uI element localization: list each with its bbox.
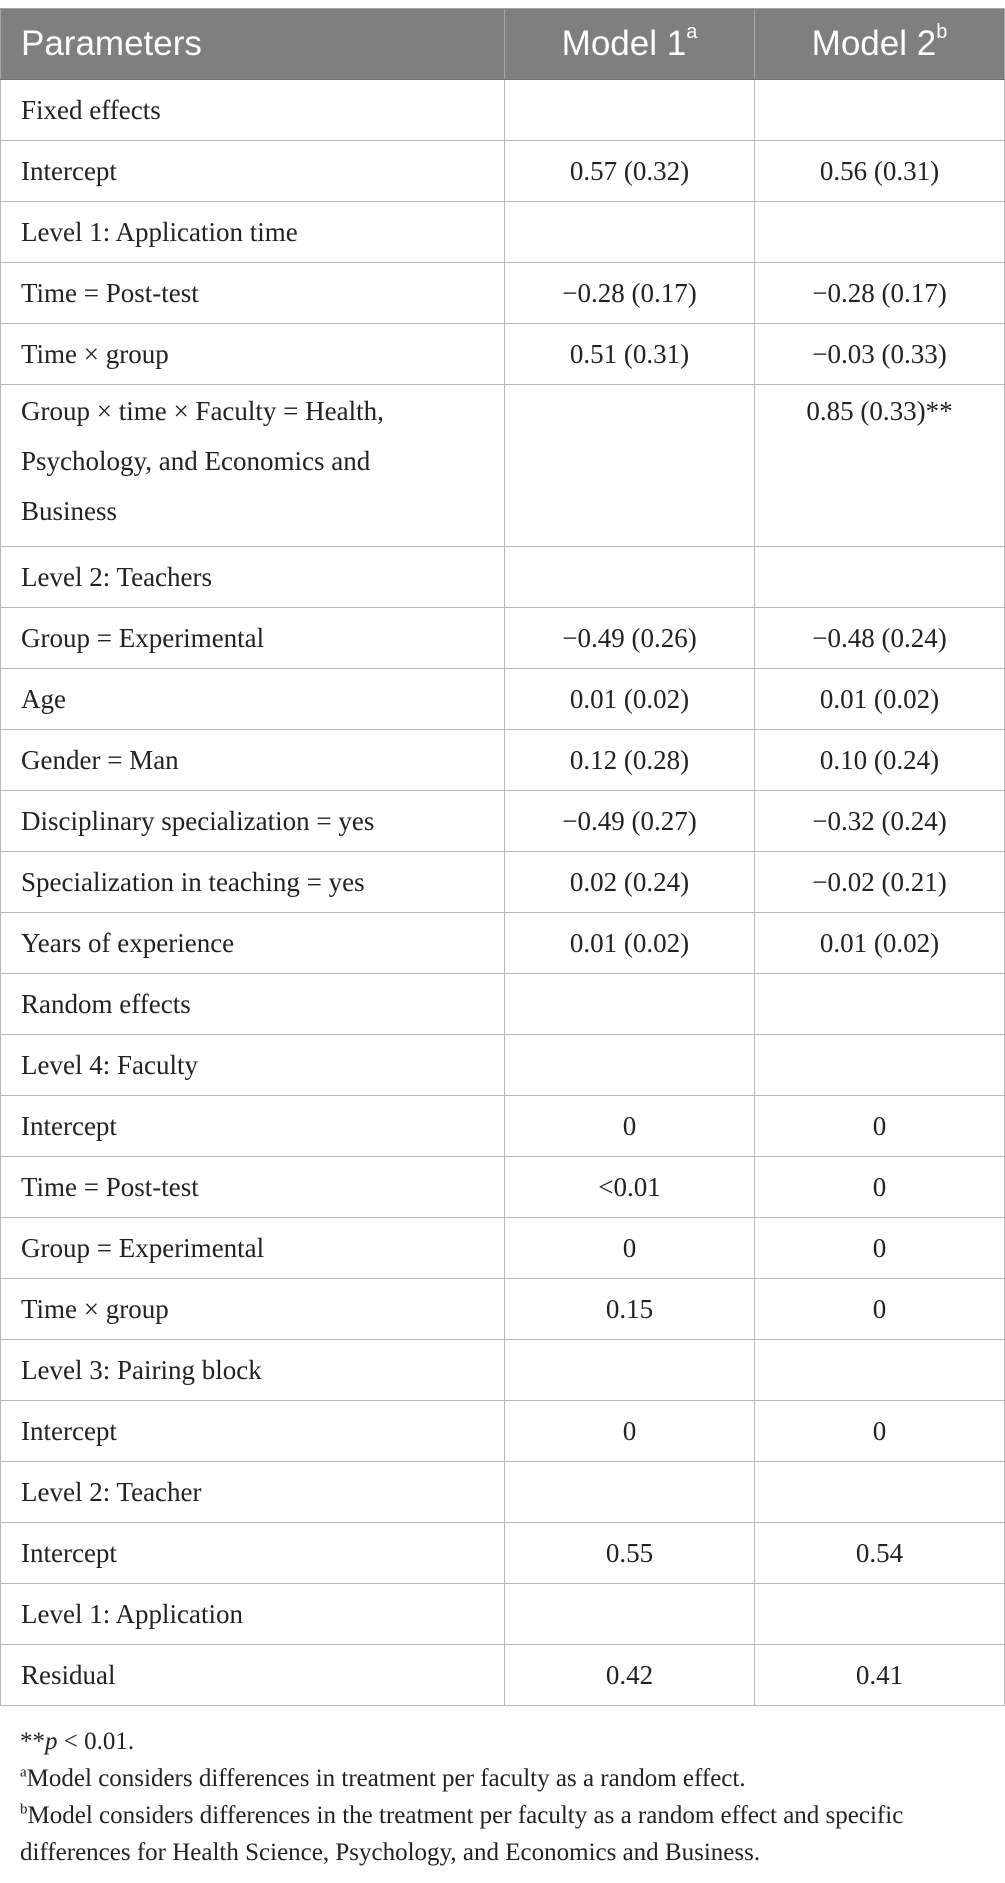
header-model-2-label: Model 2 bbox=[811, 24, 937, 63]
model-1-value: −0.49 (0.27) bbox=[505, 791, 755, 852]
table-body bbox=[1, 80, 1005, 1706]
header-model-1 bbox=[505, 9, 755, 80]
model-1-value bbox=[505, 80, 755, 141]
results-table-container bbox=[0, 8, 1005, 1706]
parameter-cell: Intercept bbox=[1, 1401, 505, 1462]
parameter-cell: Level 1: Application time bbox=[1, 202, 505, 263]
model-2-value: 0 bbox=[755, 1401, 1005, 1462]
section-row bbox=[1, 1340, 1005, 1401]
parameter-cell: Disciplinary specialization = yes bbox=[1, 791, 505, 852]
header-parameters bbox=[1, 9, 505, 80]
table-row bbox=[1, 669, 1005, 730]
table-row bbox=[1, 730, 1005, 791]
model-2-value: 0.41 bbox=[755, 1645, 1005, 1706]
section-row bbox=[1, 1584, 1005, 1645]
table-row bbox=[1, 263, 1005, 324]
model-1-value: <0.01 bbox=[505, 1157, 755, 1218]
model-1-value bbox=[505, 202, 755, 263]
table-row bbox=[1, 852, 1005, 913]
footnote-a-mark: a bbox=[20, 1764, 27, 1781]
model-1-value: 0.01 (0.02) bbox=[505, 669, 755, 730]
model-1-value: 0.57 (0.32) bbox=[505, 141, 755, 202]
model-1-value bbox=[505, 1035, 755, 1096]
model-2-value: −0.02 (0.21) bbox=[755, 852, 1005, 913]
significance-threshold: < 0.01. bbox=[57, 1728, 135, 1755]
table-row bbox=[1, 1401, 1005, 1462]
model-1-value bbox=[505, 385, 755, 547]
model-1-value: −0.49 (0.26) bbox=[505, 608, 755, 669]
table-row bbox=[1, 913, 1005, 974]
header-parameters-label: Parameters bbox=[21, 24, 202, 63]
model-1-value: 0.02 (0.24) bbox=[505, 852, 755, 913]
parameter-cell: Level 4: Faculty bbox=[1, 1035, 505, 1096]
parameter-cell: Years of experience bbox=[1, 913, 505, 974]
table-row bbox=[1, 1645, 1005, 1706]
model-2-value bbox=[755, 80, 1005, 141]
parameter-cell: Time × group bbox=[1, 1279, 505, 1340]
model-2-value bbox=[755, 547, 1005, 608]
footnote-b-mark: b bbox=[20, 1801, 28, 1818]
model-1-value bbox=[505, 1584, 755, 1645]
parameter-cell: Random effects bbox=[1, 974, 505, 1035]
model-1-value: 0.51 (0.31) bbox=[505, 324, 755, 385]
header-row bbox=[1, 9, 1005, 80]
significance-p: p bbox=[45, 1728, 58, 1755]
section-row bbox=[1, 547, 1005, 608]
table-row bbox=[1, 324, 1005, 385]
model-1-value: 0.42 bbox=[505, 1645, 755, 1706]
model-1-value bbox=[505, 974, 755, 1035]
model-1-value: 0 bbox=[505, 1096, 755, 1157]
model-2-value: −0.32 (0.24) bbox=[755, 791, 1005, 852]
model-2-value: −0.03 (0.33) bbox=[755, 324, 1005, 385]
parameter-cell: Intercept bbox=[1, 1523, 505, 1584]
table-footnotes bbox=[20, 1723, 990, 1871]
section-row bbox=[1, 1035, 1005, 1096]
model-1-value: 0 bbox=[505, 1401, 755, 1462]
model-2-value: 0.54 bbox=[755, 1523, 1005, 1584]
model-2-value: 0 bbox=[755, 1157, 1005, 1218]
model-2-value: −0.28 (0.17) bbox=[755, 263, 1005, 324]
parameter-cell: Time = Post-test bbox=[1, 1157, 505, 1218]
table-row bbox=[1, 1462, 1005, 1523]
table-row bbox=[1, 1523, 1005, 1584]
model-2-value: 0.01 (0.02) bbox=[755, 913, 1005, 974]
table-row bbox=[1, 1157, 1005, 1218]
model-2-value bbox=[755, 202, 1005, 263]
header-model-2 bbox=[755, 9, 1005, 80]
table-row bbox=[1, 385, 1005, 547]
section-row bbox=[1, 974, 1005, 1035]
model-1-value: 0.01 (0.02) bbox=[505, 913, 755, 974]
parameter-cell: Level 1: Application bbox=[1, 1584, 505, 1645]
parameter-cell: Age bbox=[1, 669, 505, 730]
parameter-cell: Group = Experimental bbox=[1, 608, 505, 669]
header-model-2-footnote-mark: b bbox=[936, 21, 948, 44]
table-row bbox=[1, 141, 1005, 202]
model-1-value: −0.28 (0.17) bbox=[505, 263, 755, 324]
parameter-cell: Intercept bbox=[1, 1096, 505, 1157]
model-1-value: 0.12 (0.28) bbox=[505, 730, 755, 791]
parameter-cell: Group = Experimental bbox=[1, 1218, 505, 1279]
footnote-b-text: Model considers differences in the treatment per faculty as a random effect and specific differences for Health Science, Psychology, and Economics and Business. bbox=[20, 1802, 904, 1866]
significance-note bbox=[20, 1723, 990, 1760]
footnote-a-text: Model considers differences in treatment per faculty as a random effect. bbox=[26, 1765, 746, 1792]
parameter-cell: Gender = Man bbox=[1, 730, 505, 791]
table-row bbox=[1, 791, 1005, 852]
significance-stars: ** bbox=[20, 1728, 45, 1755]
table-row bbox=[1, 1218, 1005, 1279]
parameter-cell: Level 2: Teacher bbox=[1, 1462, 505, 1523]
model-2-value bbox=[755, 1462, 1005, 1523]
parameter-cell: Residual bbox=[1, 1645, 505, 1706]
header-model-1-footnote-mark: a bbox=[686, 21, 698, 44]
parameter-cell: Time × group bbox=[1, 324, 505, 385]
table-row bbox=[1, 1279, 1005, 1340]
model-1-value: 0.55 bbox=[505, 1523, 755, 1584]
parameter-cell: Group × time × Faculty = Health, Psychology, and Economics and Business bbox=[1, 385, 505, 547]
parameter-cell: Level 2: Teachers bbox=[1, 547, 505, 608]
table-row bbox=[1, 1096, 1005, 1157]
header-model-1-label: Model 1 bbox=[561, 24, 687, 63]
model-2-value: 0.10 (0.24) bbox=[755, 730, 1005, 791]
model-2-value: 0 bbox=[755, 1096, 1005, 1157]
model-1-value bbox=[505, 1340, 755, 1401]
parameter-cell: Intercept bbox=[1, 141, 505, 202]
model-2-value: 0.56 (0.31) bbox=[755, 141, 1005, 202]
section-row bbox=[1, 202, 1005, 263]
section-row bbox=[1, 80, 1005, 141]
footnote-b bbox=[20, 1797, 990, 1871]
model-2-value bbox=[755, 974, 1005, 1035]
model-1-value: 0.15 bbox=[505, 1279, 755, 1340]
parameter-cell: Specialization in teaching = yes bbox=[1, 852, 505, 913]
model-2-value: 0.85 (0.33)** bbox=[755, 385, 1005, 547]
results-table bbox=[0, 8, 1005, 1706]
model-1-value bbox=[505, 1462, 755, 1523]
model-2-value bbox=[755, 1035, 1005, 1096]
parameter-cell: Level 3: Pairing block bbox=[1, 1340, 505, 1401]
parameter-cell: Time = Post-test bbox=[1, 263, 505, 324]
model-2-value bbox=[755, 1584, 1005, 1645]
parameter-cell: Fixed effects bbox=[1, 80, 505, 141]
model-2-value: 0.01 (0.02) bbox=[755, 669, 1005, 730]
model-1-value bbox=[505, 547, 755, 608]
table-row bbox=[1, 608, 1005, 669]
model-2-value: 0 bbox=[755, 1218, 1005, 1279]
table-header bbox=[1, 9, 1005, 80]
footnote-a bbox=[20, 1760, 990, 1797]
model-2-value bbox=[755, 1340, 1005, 1401]
model-2-value: 0 bbox=[755, 1279, 1005, 1340]
model-2-value: −0.48 (0.24) bbox=[755, 608, 1005, 669]
model-1-value: 0 bbox=[505, 1218, 755, 1279]
